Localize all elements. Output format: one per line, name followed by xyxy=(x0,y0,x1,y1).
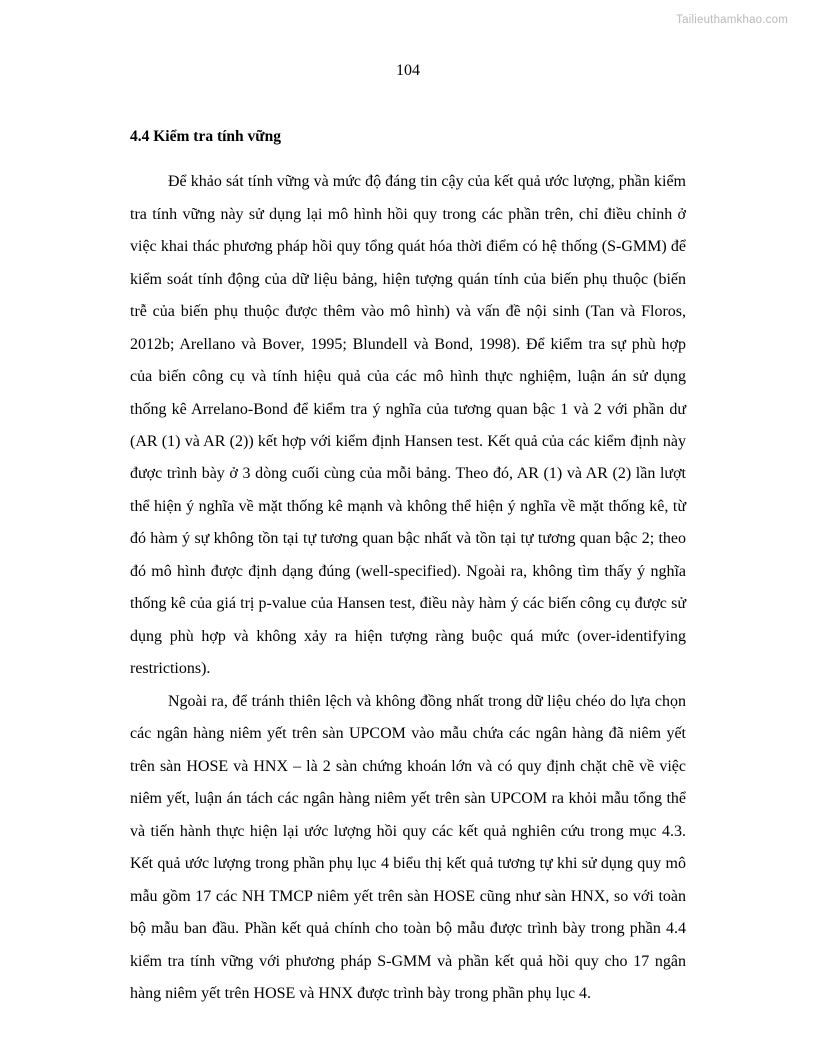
watermark-text: Tailieuthamkhao.com xyxy=(676,14,788,26)
paragraph-1: Để khảo sát tính vững và mức độ đáng tin cậy của kết quả ước lượng, phần kiểm tra tính vững này sử dụng lại mô hình hồi quy trong các phần trên, chỉ điều chỉnh ở việc khai thác phương pháp hồi quy tổng quát hóa thời điểm có hệ thống (S-GMM) để kiểm soát tính động của dữ liệu bảng, hiện tượng quán tính của biến phụ thuộc (biến trễ của biến phụ thuộc được thêm vào mô hình) và vấn đề nội sinh (Tan và Floros, 2012b; Arellano và Bover, 1995; Blundell và Bond, 1998). Để kiểm tra sự phù hợp của biến công cụ và tính hiệu quả của các mô hình thực nghiệm, luận án sử dụng thống kê Arrelano-Bond để kiểm tra ý nghĩa của tương quan bậc 1 và 2 với phần dư (AR (1) và AR (2)) kết hợp với kiểm định Hansen test. Kết quả của các kiểm định này được trình bày ở 3 dòng cuối cùng của mỗi bảng. Theo đó, AR (1) và AR (2) lần lượt thể hiện ý nghĩa về mặt thống kê mạnh và không thể hiện ý nghĩa về mặt thống kê, từ đó hàm ý sự không tồn tại tự tương quan bậc nhất và tồn tại tự tương quan bậc 2; theo đó mô hình được định dạng đúng (well-specified). Ngoài ra, không tìm thấy ý nghĩa thống kê của giá trị p-value của Hansen test, điều này hàm ý các biến công cụ được sử dụng phù hợp và không xảy ra hiện tượng ràng buộc quá mức (over-identifying restrictions). xyxy=(130,173,686,678)
page-number: 104 xyxy=(396,62,420,79)
page-content xyxy=(130,125,686,1010)
paragraph-2: Ngoài ra, để tránh thiên lệch và không đồng nhất trong dữ liệu chéo do lựa chọn các ngân hàng niêm yết trên sàn UPCOM vào mẫu chứa các ngân hàng đã niêm yết trên sàn HOSE và HNX – là 2 sàn chứng khoán lớn và có quy định chặt chẽ về việc niêm yết, luận án tách các ngân hàng niêm yết trên sàn UPCOM ra khỏi mẫu tổng thể và tiến hành thực hiện lại ước lượng hồi quy các kết quả nghiên cứu trong mục 4.3. Kết quả ước lượng trong phần phụ lục 4 biểu thị kết quả tương tự khi sử dụng quy mô mẫu gồm 17 các NH TMCP niêm yết trên sàn HOSE cũng như sàn HNX, so với toàn bộ mẫu ban đầu. Phần kết quả chính cho toàn bộ mẫu được trình bày trong phần 4.4 kiểm tra tính vững với phương pháp S-GMM và phần kết quả hồi quy cho 17 ngân hàng niêm yết trên HOSE và HNX được trình bày trong phần phụ lục 4. xyxy=(130,692,686,1002)
section-heading: 4.4 Kiểm tra tính vững xyxy=(130,128,281,145)
